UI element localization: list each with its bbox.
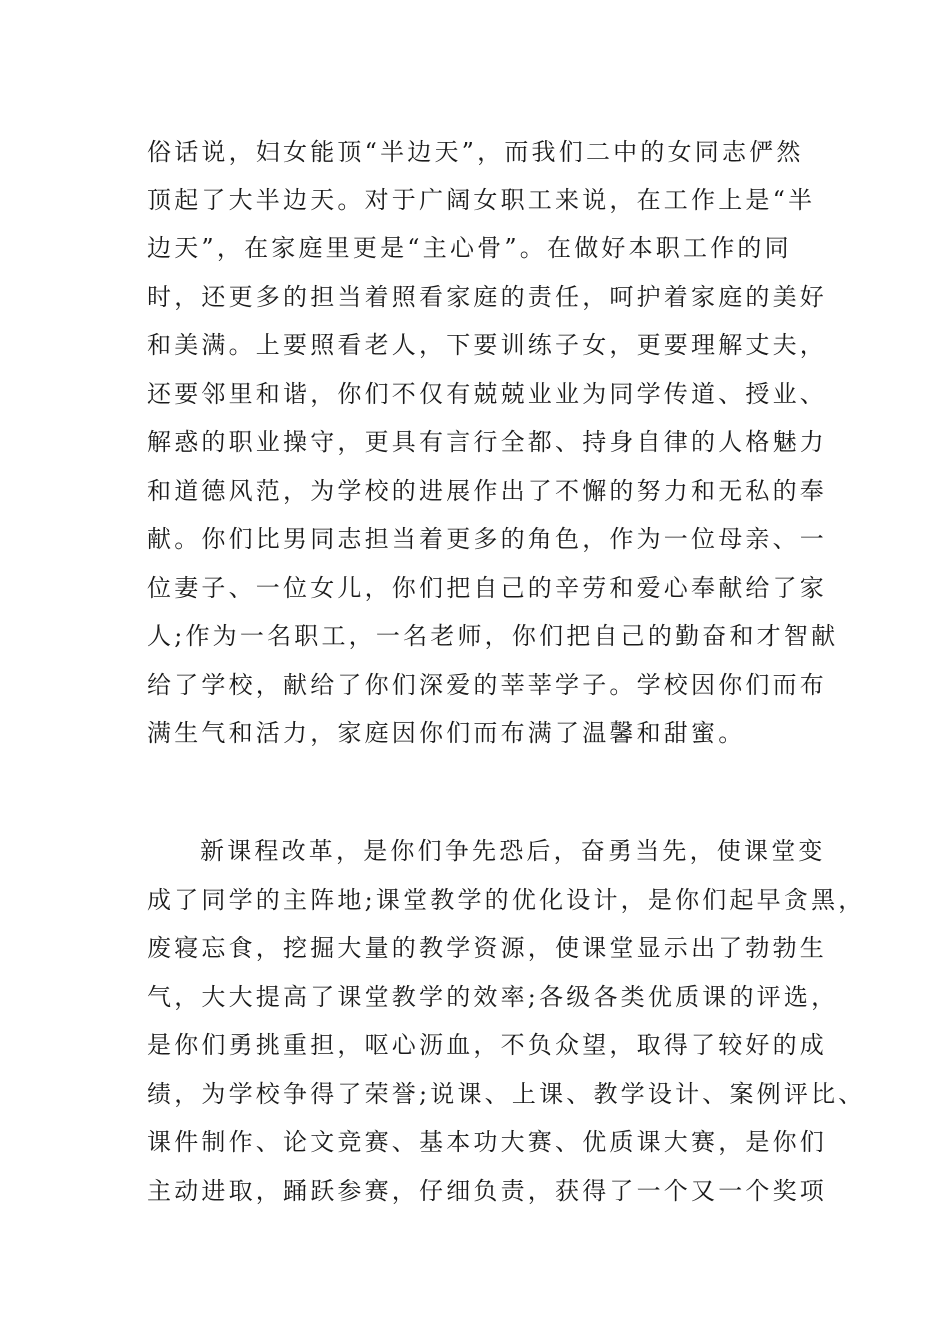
text-line: 是你们勇挑重担，呕心沥血，不负众望，取得了较好的成 [147,1031,827,1059]
text-line: 新课程改革，是你们争先恐后，奋勇当先，使课堂变 [200,837,826,865]
text-line: 成了同学的主阵地;课堂教学的优化设计，是你们起早贪黑， [147,886,866,914]
text-line: 气，大大提高了课堂教学的效率;各级各类优质课的评选， [147,983,839,1011]
text-line: 解惑的职业操守，更具有言行全都、持身自律的人格魅力 [147,428,827,456]
text-line: 顶起了大半边天。对于广阔女职工来说，在工作上是“半 [147,186,816,214]
text-line: 位妻子、一位女儿，你们把自己的辛劳和爱心奉献给了家 [147,574,827,602]
text-line: 给了学校，献给了你们深爱的莘莘学子。学校因你们而布 [147,671,827,699]
text-line: 主动进取，踊跃参赛，仔细负责，获得了一个又一个奖项 [147,1177,827,1205]
text-line: 人;作为一名职工，一名老师，你们把自己的勤奋和才智献 [147,622,839,650]
text-line: 和道德风范，为学校的进展作出了不懈的努力和无私的奉 [147,477,827,505]
text-line: 献。你们比男同志担当着更多的角色，作为一位母亲、一 [147,525,827,553]
text-line: 废寝忘食，挖掘大量的教学资源，使课堂显示出了勃勃生 [147,934,827,962]
text-line: 和美满。上要照看老人，下要训练子女，更要理解丈夫， [147,331,827,359]
text-line: 边天”，在家庭里更是“主心骨”。在做好本职工作的同 [147,234,792,262]
text-line: 课件制作、论文竞赛、基本功大赛、优质课大赛，是你们 [147,1128,827,1156]
text-line: 时，还更多的担当着照看家庭的责任，呵护着家庭的美好 [147,283,827,311]
text-line: 还要邻里和谐，你们不仅有兢兢业业为同学传道、授业、 [147,380,827,408]
text-line: 绩，为学校争得了荣誉;说课、上课、教学设计、案例评比、 [147,1080,866,1108]
text-line: 满生气和活力，家庭因你们而布满了温馨和甜蜜。 [147,719,746,747]
text-line: 俗话说，妇女能顶“半边天”，而我们二中的女同志俨然 [147,138,804,166]
